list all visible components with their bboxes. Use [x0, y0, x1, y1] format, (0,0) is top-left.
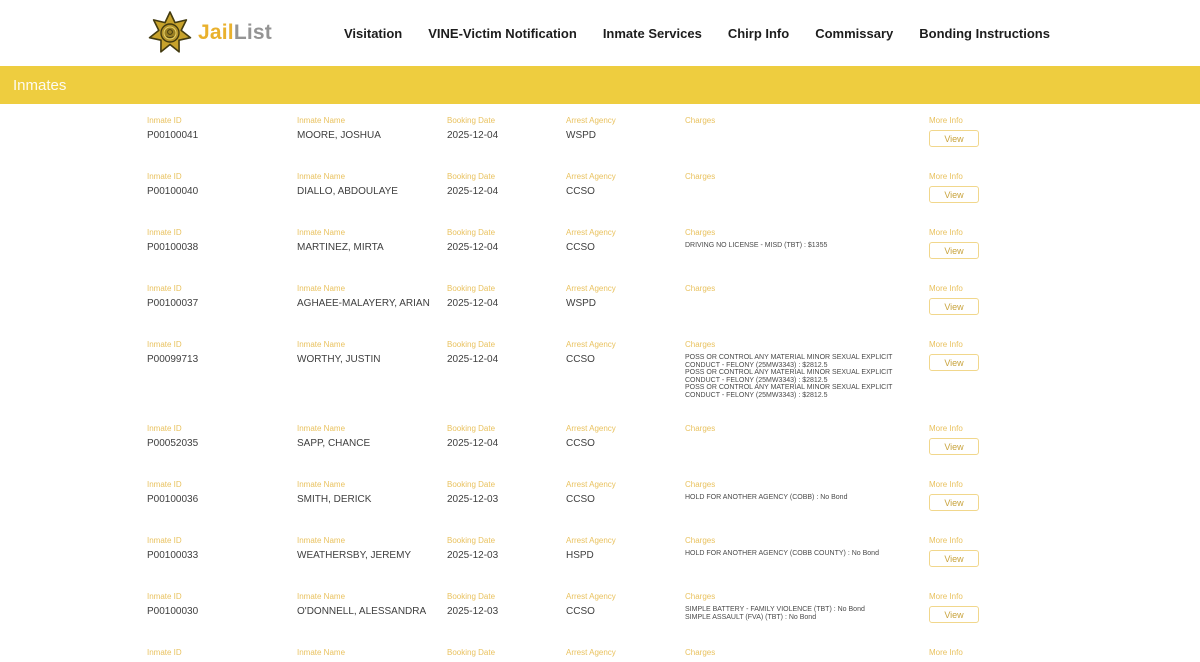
- charges-label: Charges: [685, 480, 716, 489]
- nav-item-inmate-services[interactable]: Inmate Services: [602, 25, 702, 41]
- inmate-id-label: Inmate ID: [147, 424, 182, 433]
- more-info-label: More Info: [929, 284, 963, 293]
- inmate-name-label: Inmate Name: [297, 172, 346, 181]
- arrest-agency-value: CCSO: [566, 494, 595, 505]
- inmate-id-label: Inmate ID: [147, 648, 182, 657]
- inmate-id-label: Inmate ID: [147, 116, 182, 125]
- inmate-name-label: Inmate Name: [297, 592, 346, 601]
- arrest-agency-label: Arrest Agency: [566, 172, 616, 181]
- arrest-agency-value: WSPD: [566, 298, 596, 309]
- inmate-name-cell: [297, 228, 447, 254]
- view-button[interactable]: View: [929, 130, 979, 147]
- booking-date-label: Booking Date: [447, 228, 496, 237]
- inmate-name-cell: [297, 340, 447, 366]
- arrest-agency-label: Arrest Agency: [566, 536, 616, 545]
- arrest-agency-cell: [566, 648, 685, 662]
- inmate-row: [147, 648, 1053, 662]
- inmate-name-cell: [297, 172, 447, 198]
- more-info-label: More Info: [929, 172, 963, 181]
- charges-cell: [685, 592, 929, 621]
- inmate-id-cell: [147, 480, 297, 506]
- inmate-id-cell: [147, 116, 297, 142]
- more-info-label: More Info: [929, 116, 963, 125]
- inmate-name-cell: [297, 116, 447, 142]
- charge-line: DRIVING NO LICENSE - MISD (TBT) : $1355: [685, 242, 828, 249]
- booking-date-label: Booking Date: [447, 172, 496, 181]
- inmate-row: [147, 592, 1053, 623]
- more-info-label: More Info: [929, 340, 963, 349]
- inmate-id-label: Inmate ID: [147, 284, 182, 293]
- view-button[interactable]: View: [929, 438, 979, 455]
- booking-date-label: Booking Date: [447, 592, 496, 601]
- view-button[interactable]: View: [929, 354, 979, 371]
- booking-date-cell: [447, 228, 566, 254]
- inmate-id-cell: [147, 536, 297, 562]
- booking-date-cell: [447, 480, 566, 506]
- booking-date-label: Booking Date: [447, 424, 496, 433]
- inmate-name-cell: [297, 592, 447, 618]
- inmate-id-cell: [147, 284, 297, 310]
- charge-line: HOLD FOR ANOTHER AGENCY (COBB) : No Bond: [685, 494, 848, 501]
- inmate-name-value: WEATHERSBY, JEREMY: [297, 550, 412, 561]
- arrest-agency-value: CCSO: [566, 438, 595, 449]
- inmate-id-cell: [147, 592, 297, 618]
- arrest-agency-label: Arrest Agency: [566, 284, 616, 293]
- charge-line: POSS OR CONTROL ANY MATERIAL MINOR SEXUAL EXPLICIT CONDUCT - FELONY (25MW3343) : $2812.5: [685, 354, 893, 369]
- inmate-name-label: Inmate Name: [297, 284, 346, 293]
- inmate-id-value: P00100030: [147, 606, 199, 617]
- charges-label: Charges: [685, 592, 716, 601]
- inmate-row: [147, 480, 1053, 511]
- brand-jail-text: Jail: [198, 21, 234, 44]
- charges-cell: [685, 480, 929, 502]
- inmate-id-cell: [147, 424, 297, 450]
- charges-cell: [685, 228, 929, 250]
- charges-label: Charges: [685, 648, 716, 657]
- charges-list: [685, 242, 915, 250]
- inmate-name-cell: [297, 480, 447, 506]
- view-button[interactable]: View: [929, 242, 979, 259]
- inmate-name-cell: [297, 424, 447, 450]
- arrest-agency-cell: [566, 116, 685, 142]
- inmate-name-value: MARTINEZ, MIRTA: [297, 242, 384, 253]
- view-button[interactable]: View: [929, 298, 979, 315]
- charges-cell: [685, 172, 929, 186]
- arrest-agency-cell: [566, 284, 685, 310]
- inmate-id-value: P00100036: [147, 494, 199, 505]
- inmate-name-value: DIALLO, ABDOULAYE: [297, 186, 398, 197]
- site-header: [0, 0, 1200, 66]
- inmate-row: [147, 536, 1053, 567]
- arrest-agency-label: Arrest Agency: [566, 424, 616, 433]
- inmate-name-value: WORTHY, JUSTIN: [297, 354, 381, 365]
- brand-wordmark: [198, 21, 272, 45]
- more-info-label: More Info: [929, 424, 963, 433]
- inmate-row: [147, 172, 1053, 203]
- booking-date-cell: [447, 424, 566, 450]
- booking-date-cell: [447, 284, 566, 310]
- brand-list-text: List: [233, 21, 272, 44]
- inmate-id-cell: [147, 172, 297, 198]
- more-info-cell: [929, 424, 1053, 455]
- inmate-id-value: P00100037: [147, 298, 199, 309]
- charge-line: SIMPLE ASSAULT (FVA) (TBT) : No Bond: [685, 613, 817, 621]
- charges-cell: [685, 648, 929, 662]
- arrest-agency-label: Arrest Agency: [566, 340, 616, 349]
- arrest-agency-value: CCSO: [566, 242, 595, 253]
- booking-date-value: 2025-12-04: [447, 438, 499, 449]
- more-info-cell: [929, 592, 1053, 623]
- arrest-agency-value: WSPD: [566, 130, 596, 141]
- inmate-id-value: P00100038: [147, 242, 199, 253]
- more-info-label: More Info: [929, 592, 963, 601]
- charges-label: Charges: [685, 284, 716, 293]
- arrest-agency-value: CCSO: [566, 186, 595, 197]
- arrest-agency-cell: [566, 480, 685, 506]
- inmate-id-label: Inmate ID: [147, 340, 182, 349]
- charges-list: [685, 606, 915, 621]
- more-info-cell: [929, 536, 1053, 567]
- inmate-name-label: Inmate Name: [297, 340, 346, 349]
- more-info-cell: [929, 116, 1053, 147]
- inmate-name-value: SAPP, CHANCE: [297, 438, 371, 449]
- inmate-name-label: Inmate Name: [297, 648, 346, 657]
- view-button[interactable]: View: [929, 186, 979, 203]
- charges-label: Charges: [685, 172, 716, 181]
- inmate-id-label: Inmate ID: [147, 228, 182, 237]
- inmate-row: [147, 424, 1053, 455]
- inmate-id-cell: [147, 340, 297, 366]
- inmate-name-cell: [297, 284, 447, 310]
- inmate-name-value: O'DONNELL, ALESSANDRA: [297, 606, 427, 617]
- arrest-agency-label: Arrest Agency: [566, 648, 616, 657]
- more-info-label: More Info: [929, 480, 963, 489]
- charges-cell: [685, 424, 929, 438]
- more-info-cell: [929, 480, 1053, 511]
- inmate-row: [147, 284, 1053, 315]
- charges-label: Charges: [685, 536, 716, 545]
- page-title: Inmates: [13, 76, 67, 94]
- arrest-agency-cell: [566, 536, 685, 562]
- arrest-agency-label: Arrest Agency: [566, 480, 616, 489]
- charges-cell: [685, 284, 929, 298]
- arrest-agency-cell: [566, 228, 685, 254]
- charges-list: [685, 354, 915, 399]
- inmate-id-value: P00100040: [147, 186, 199, 197]
- main-nav: [344, 26, 1050, 41]
- charges-label: Charges: [685, 228, 716, 237]
- booking-date-cell: [447, 648, 566, 662]
- inmate-name-value: MOORE, JOSHUA: [297, 130, 381, 141]
- charge-line: HOLD FOR ANOTHER AGENCY (COBB COUNTY) : No Bond: [685, 550, 879, 557]
- view-button[interactable]: View: [929, 606, 979, 623]
- more-info-cell: [929, 172, 1053, 203]
- inmate-name-value: SMITH, DERICK: [297, 494, 372, 505]
- booking-date-value: 2025-12-04: [447, 242, 499, 253]
- inmate-id-cell: [147, 648, 297, 662]
- booking-date-cell: [447, 536, 566, 562]
- arrest-agency-cell: [566, 172, 685, 198]
- booking-date-label: Booking Date: [447, 480, 496, 489]
- view-button[interactable]: View: [929, 494, 979, 511]
- nav-item-bonding-instructions[interactable]: Bonding Instructions: [919, 25, 1050, 41]
- booking-date-value: 2025-12-03: [447, 550, 499, 561]
- inmate-id-value: P00100033: [147, 550, 199, 561]
- booking-date-value: 2025-12-04: [447, 354, 499, 365]
- arrest-agency-value: CCSO: [566, 354, 595, 365]
- inmate-id-cell: [147, 228, 297, 254]
- booking-date-label: Booking Date: [447, 536, 496, 545]
- booking-date-cell: [447, 116, 566, 142]
- arrest-agency-value: HSPD: [566, 550, 594, 561]
- inmate-id-value: P00100041: [147, 130, 199, 141]
- booking-date-cell: [447, 172, 566, 198]
- arrest-agency-label: Arrest Agency: [566, 592, 616, 601]
- charges-cell: [685, 536, 929, 558]
- charge-line: POSS OR CONTROL ANY MATERIAL MINOR SEXUAL EXPLICIT CONDUCT - FELONY (25MW3343) : $2812.5: [685, 384, 893, 399]
- inmate-name-value: AGHAEE-MALAYERY, ARIAN: [297, 298, 430, 309]
- more-info-cell: [929, 648, 1053, 662]
- booking-date-label: Booking Date: [447, 648, 496, 657]
- nav-item-commissary[interactable]: Commissary: [815, 25, 894, 41]
- inmate-id-label: Inmate ID: [147, 592, 182, 601]
- arrest-agency-cell: [566, 592, 685, 618]
- booking-date-label: Booking Date: [447, 340, 496, 349]
- charge-line: SIMPLE BATTERY - FAMILY VIOLENCE (TBT) : No Bond: [685, 606, 865, 613]
- inmate-name-label: Inmate Name: [297, 116, 346, 125]
- inmate-name-label: Inmate Name: [297, 480, 346, 489]
- inmate-id-value: P00052035: [147, 438, 199, 449]
- inmate-list: [147, 104, 1053, 662]
- charges-label: Charges: [685, 340, 716, 349]
- booking-date-label: Booking Date: [447, 284, 496, 293]
- arrest-agency-value: CCSO: [566, 606, 595, 617]
- arrest-agency-label: Arrest Agency: [566, 116, 616, 125]
- inmate-name-cell: [297, 536, 447, 562]
- brand-logo[interactable]: [148, 11, 272, 55]
- inmate-name-label: Inmate Name: [297, 536, 346, 545]
- charges-list: [685, 494, 915, 502]
- more-info-cell: [929, 228, 1053, 259]
- booking-date-cell: [447, 340, 566, 366]
- booking-date-label: Booking Date: [447, 116, 496, 125]
- nav-item-visitation[interactable]: Visitation: [343, 25, 403, 41]
- view-button[interactable]: View: [929, 550, 979, 567]
- arrest-agency-label: Arrest Agency: [566, 228, 616, 237]
- more-info-label: More Info: [929, 228, 963, 237]
- inmate-row: [147, 228, 1053, 259]
- booking-date-value: 2025-12-03: [447, 606, 499, 617]
- arrest-agency-cell: [566, 424, 685, 450]
- more-info-cell: [929, 284, 1053, 315]
- charges-list: [685, 550, 915, 558]
- inmate-id-value: P00099713: [147, 354, 199, 365]
- charges-cell: [685, 116, 929, 130]
- inmate-id-label: Inmate ID: [147, 536, 182, 545]
- booking-date-value: 2025-12-03: [447, 494, 499, 505]
- more-info-label: More Info: [929, 648, 963, 657]
- booking-date-cell: [447, 592, 566, 618]
- arrest-agency-cell: [566, 340, 685, 366]
- charges-cell: [685, 340, 929, 399]
- booking-date-value: 2025-12-04: [447, 130, 499, 141]
- more-info-cell: [929, 340, 1053, 371]
- sheriff-star-icon: [148, 11, 192, 55]
- charge-line: POSS OR CONTROL ANY MATERIAL MINOR SEXUAL EXPLICIT CONDUCT - FELONY (25MW3343) : $2812.5: [685, 369, 893, 384]
- inmate-name-cell: [297, 648, 447, 662]
- inmate-id-label: Inmate ID: [147, 172, 182, 181]
- inmate-row: [147, 340, 1053, 399]
- inmate-id-label: Inmate ID: [147, 480, 182, 489]
- charges-label: Charges: [685, 424, 716, 433]
- inmate-row: [147, 116, 1053, 147]
- booking-date-value: 2025-12-04: [447, 186, 499, 197]
- charges-label: Charges: [685, 116, 716, 125]
- booking-date-value: 2025-12-04: [447, 298, 499, 309]
- nav-item-vine-victim-notification[interactable]: VINE-Victim Notification: [428, 25, 577, 41]
- more-info-label: More Info: [929, 536, 963, 545]
- inmate-name-label: Inmate Name: [297, 424, 346, 433]
- nav-item-chirp-info[interactable]: Chirp Info: [727, 25, 790, 41]
- inmate-name-label: Inmate Name: [297, 228, 346, 237]
- page-banner: [0, 66, 1200, 104]
